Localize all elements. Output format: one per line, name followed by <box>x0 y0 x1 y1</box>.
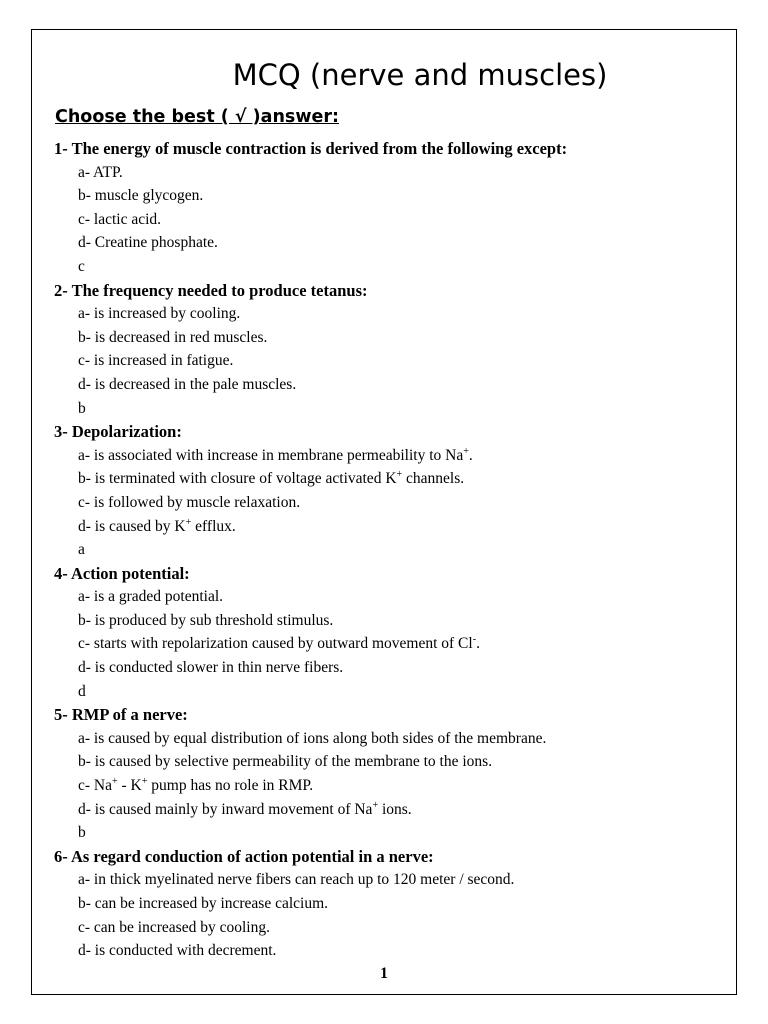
option-text: c- is increased in fatigue. <box>78 352 234 370</box>
answer-option <box>54 868 724 892</box>
answer-option <box>54 515 724 539</box>
answer-option <box>54 892 724 916</box>
option-text: c- lactic acid. <box>78 210 162 228</box>
answer-option <box>54 916 724 940</box>
answer-option <box>54 326 724 350</box>
option-text: - K <box>117 777 142 795</box>
option-text: a- ATP. <box>78 163 123 181</box>
option-text: d- is caused mainly by inward movement of Na <box>78 800 373 818</box>
question-block <box>54 137 724 279</box>
answer-option <box>54 609 724 633</box>
option-text: efflux. <box>191 517 236 535</box>
question-block <box>54 279 724 421</box>
option-text: b- is produced by sub threshold stimulus. <box>78 611 334 629</box>
option-text: a- is associated with increase in membrane permeability to Na <box>78 446 464 464</box>
option-text: c- Na <box>78 777 112 795</box>
answer-option <box>54 656 724 680</box>
option-text: d- is conducted with decrement. <box>78 942 277 960</box>
answer-key: d <box>78 682 86 700</box>
answer-option <box>54 349 724 373</box>
answer-option <box>54 184 724 208</box>
answer-key: c <box>78 257 85 275</box>
answer-key: a <box>78 541 85 559</box>
option-text: c- starts with repolarization caused by outward movement of Cl <box>78 635 473 653</box>
option-text: d- is conducted slower in thin nerve fibers. <box>78 659 344 677</box>
page-title: MCQ (nerve and muscles) <box>232 58 608 92</box>
superscript-charge: - <box>472 634 477 646</box>
option-text: . <box>476 635 480 653</box>
option-text: a- in thick myelinated nerve fibers can reach up to 120 meter / second. <box>78 871 515 889</box>
question-block <box>54 845 724 963</box>
option-text: b- muscle glycogen. <box>78 187 204 205</box>
instruction-heading: Choose the best ( √ )answer: <box>55 107 339 127</box>
answer-option <box>54 467 724 491</box>
option-text: b- is terminated with closure of voltage activated K <box>78 470 397 488</box>
question-text: 2- The frequency needed to produce tetanus: <box>54 280 368 300</box>
question-text: 6- As regard conduction of action potential in a nerve: <box>54 846 434 866</box>
answer-option <box>54 632 724 656</box>
answer-option <box>54 939 724 963</box>
answer-option <box>54 373 724 397</box>
answer-option <box>54 750 724 774</box>
option-text: d- Creatine phosphate. <box>78 234 218 252</box>
answer-option <box>54 302 724 326</box>
question-block <box>54 703 724 845</box>
option-text: c- can be increased by cooling. <box>78 918 270 936</box>
answer-key: b <box>78 824 86 842</box>
answer-option <box>54 727 724 751</box>
answer-option <box>54 444 724 468</box>
answer-option <box>54 231 724 255</box>
option-text: d- is caused by K <box>78 517 186 535</box>
question-block <box>54 562 724 704</box>
superscript-charge: + <box>396 469 403 481</box>
option-text: b- can be increased by increase calcium. <box>78 895 329 912</box>
question-text: 4- Action potential: <box>54 563 190 583</box>
answer-option <box>54 491 724 515</box>
question-text: 3- Depolarization: <box>54 422 182 442</box>
answer-key: b <box>78 399 86 417</box>
answer-option <box>54 798 724 822</box>
answer-option <box>54 161 724 185</box>
option-text: a- is caused by equal distribution of ions along both sides of the membrane. <box>78 729 547 747</box>
option-text: c- is followed by muscle relaxation. <box>78 493 301 511</box>
answer-option <box>54 585 724 609</box>
superscript-charge: + <box>141 775 148 787</box>
option-text: ions. <box>378 800 412 818</box>
option-text: a- is increased by cooling. <box>78 305 241 323</box>
question-text: 1- The energy of muscle contraction is derived from the following except: <box>54 139 568 158</box>
question-list <box>54 137 724 963</box>
option-text: b- is decreased in red muscles. <box>78 328 268 346</box>
question-text: 5- RMP of a nerve: <box>54 705 188 725</box>
superscript-charge: + <box>372 799 379 811</box>
option-text: channels. <box>402 470 465 488</box>
page-number: 1 <box>380 965 388 982</box>
superscript-charge: + <box>185 516 192 528</box>
question-block <box>54 420 724 562</box>
option-text: d- is decreased in the pale muscles. <box>78 375 297 393</box>
superscript-charge: + <box>112 775 118 787</box>
option-text: . <box>468 446 473 464</box>
option-text: a- is a graded potential. <box>78 588 224 606</box>
superscript-charge: + <box>463 445 469 457</box>
answer-option <box>54 774 724 798</box>
option-text: pump has no role in RMP. <box>147 777 314 795</box>
option-text: b- is caused by selective permeability of the membrane to the ions. <box>78 753 493 771</box>
answer-option <box>54 208 724 232</box>
